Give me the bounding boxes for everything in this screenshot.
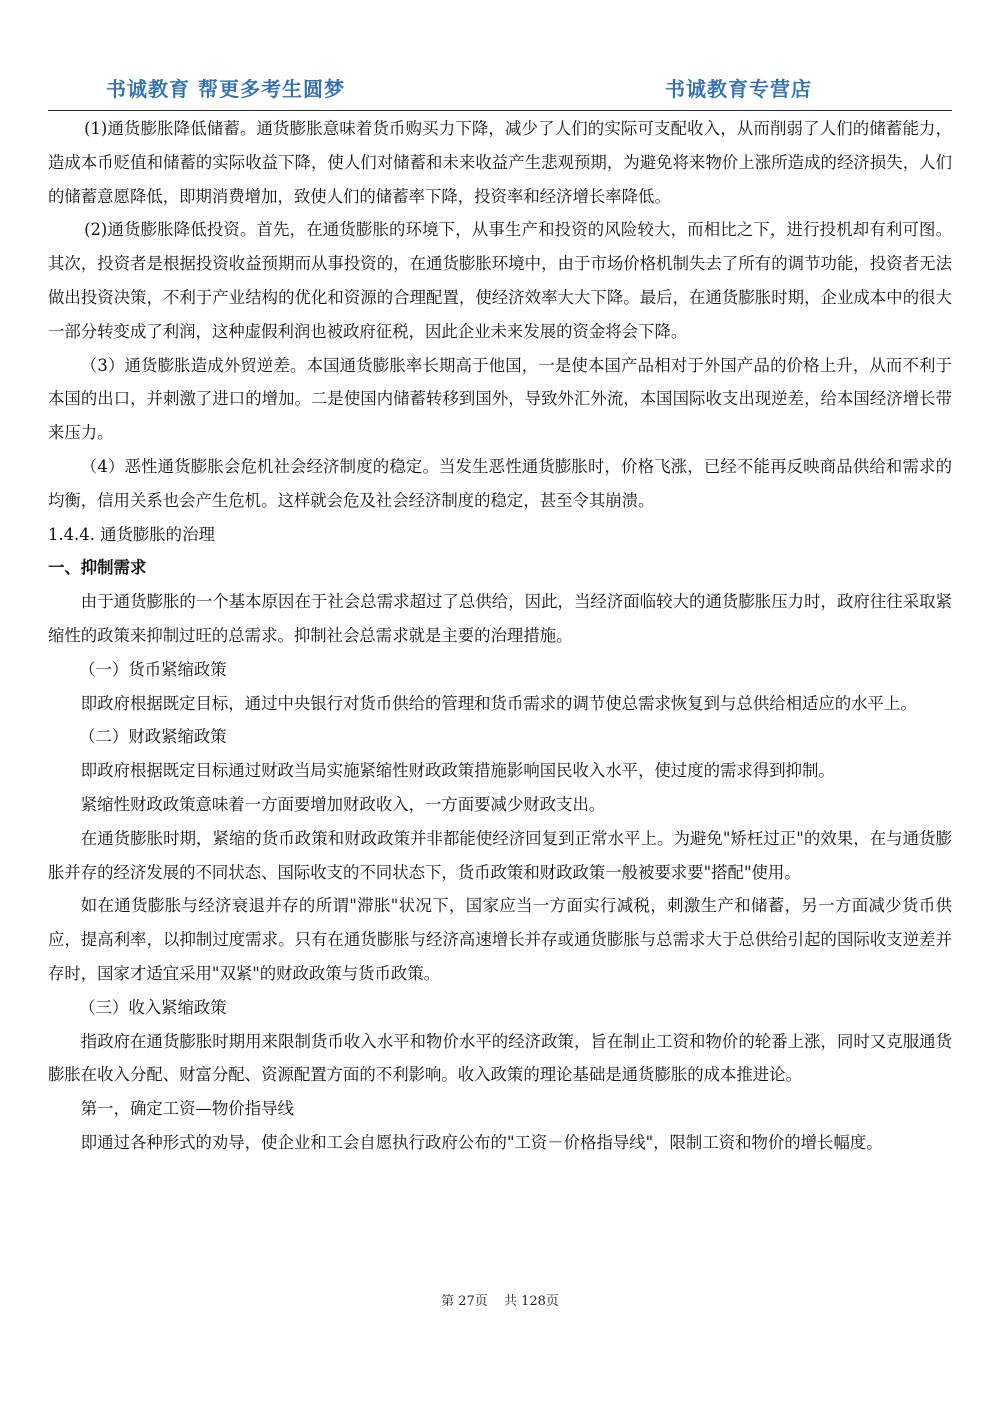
subheading-fiscal-policy: （二）财政紧缩政策	[79, 727, 227, 747]
paragraph-demand: 由于通货膨胀的一个基本原因在于社会总需求超过了总供给，因此，当经济面临较大的通货膨胀压力时，政府往往采取紧缩性的政策来抑制过旺的总需求。抑制社会总需求就是主要的治理措施。	[48, 592, 952, 645]
paragraph-monetary-policy: 即政府根据既定目标，通过中央银行对货币供给的管理和货币需求的调节使总需求恢复到与总供给相适应的水平上。	[80, 693, 917, 713]
page-footer	[0, 1290, 1000, 1309]
page-number: 第 27页	[441, 1294, 488, 1309]
paragraph-hyperinflation: （4）恶性通货膨胀会危机社会经济制度的稳定。当发生恶性通货膨胀时，价格飞涨，已经不能再反映商品供给和需求的均衡，信用关系也会产生危机。这样就会危及社会经济制度的稳定，甚至令其崩溃。	[48, 456, 952, 510]
subheading-monetary-policy: （一）货币紧缩政策	[79, 659, 227, 679]
paragraph-stagflation: 如在通货膨胀与经济衰退并存的所谓"滞胀"状况下，国家应当一方面实行减税，刺激生产和储蓄，另一方面减少货币供应，提高利率，以抑制过度需求。只有在通货膨胀与经济高速增长并存或通货膨胀与总需求大于总供给引起的国际收支逆差并存时，国家才适宜采用"双紧"的财政政策与货币政策。	[48, 896, 952, 983]
paragraph-guideline-title: 第一，确定工资—物价指导线	[80, 1099, 294, 1119]
paragraph-guideline: 即通过各种形式的劝导，使企业和工会自愿执行政府公布的"工资－价格指导线"，限制工资和物价的增长幅度。	[80, 1132, 883, 1152]
paragraph-fiscal-meaning: 紧缩性财政政策意味着一方面要增加财政收入，一方面要减少财政支出。	[80, 794, 606, 814]
subheading-income-policy: （三）收入紧缩政策	[79, 997, 227, 1017]
paragraph-investment: (2)通货膨胀降低投资。首先，在通货膨胀的环境下，从事生产和投资的风险较大，而相比之下，进行投机却有利可图。其次，投资者是根据投资收益预期而从事投资的，在通货膨胀环境中，由于市场价格机制失去了所有的调节功能，投资者无法做出投资决策，不利于产业结构的优化和资源的合理配置，使经济效率大大下降。最后，在通货膨胀时期，企业成本中的很大一部分转变成了利润，这种虚假利润也被政府征税，因此企业未来发展的资金将会下降。	[48, 220, 952, 341]
subsection-heading: 一、抑制需求	[48, 558, 147, 578]
body-text	[48, 112, 952, 1160]
paragraph-trade-deficit: （3）通货膨胀造成外贸逆差。本国通货膨胀率长期高于他国，一是使本国产品相对于外国产品的价格上升，从而不利于本国的出口，并刺激了进口的增加。二是使国内储蓄转移到国外，导致外汇外流，本国国际收支出现逆差，给本国经济增长带来压力。	[48, 355, 952, 443]
paragraph-fiscal-policy: 即政府根据既定目标通过财政当局实施紧缩性财政政策措施影响国民收入水平，使过度的需求得到抑制。	[80, 761, 835, 781]
header-divider	[48, 110, 952, 111]
paragraph-income-policy: 指政府在通货膨胀时期用来限制货币收入水平和物价水平的经济政策，旨在制止工资和物价的轮番上涨，同时又克服通货膨胀在收入分配、财富分配、资源配置方面的不利影响。收入政策的理论基础是通货膨胀的成本推进论。	[48, 1031, 952, 1085]
paragraph-savings: (1)通货膨胀降低储蓄。通货膨胀意味着货币购买力下降，减少了人们的实际可支配收入，从而削弱了人们的储蓄能力，造成本币贬值和储蓄的实际收益下降，使人们对储蓄和未来收益产生悲观预期，为避免将来物价上涨所造成的经济损失，人们的储蓄意愿降低，即期消费增加，致使人们的储蓄率下降，投资率和经济增长率降低。	[48, 119, 952, 206]
section-heading: 1.4.4. 通货膨胀的治理	[48, 524, 215, 544]
page-total: 共 128页	[503, 1294, 559, 1309]
paragraph-policy-mix: 在通货膨胀时期，紧缩的货币政策和财政政策并非都能使经济回复到正常水平上。为避免"矫枉过正"的效果，在与通货膨胀并存的经济发展的不同状态、国际收支的不同状态下，货币政策和财政政策一般被要求要"搭配"使用。	[48, 828, 952, 882]
header-slogan: 书诚教育 帮更多考生圆梦	[106, 77, 345, 101]
header-store-name: 书诚教育专营店	[665, 77, 812, 101]
